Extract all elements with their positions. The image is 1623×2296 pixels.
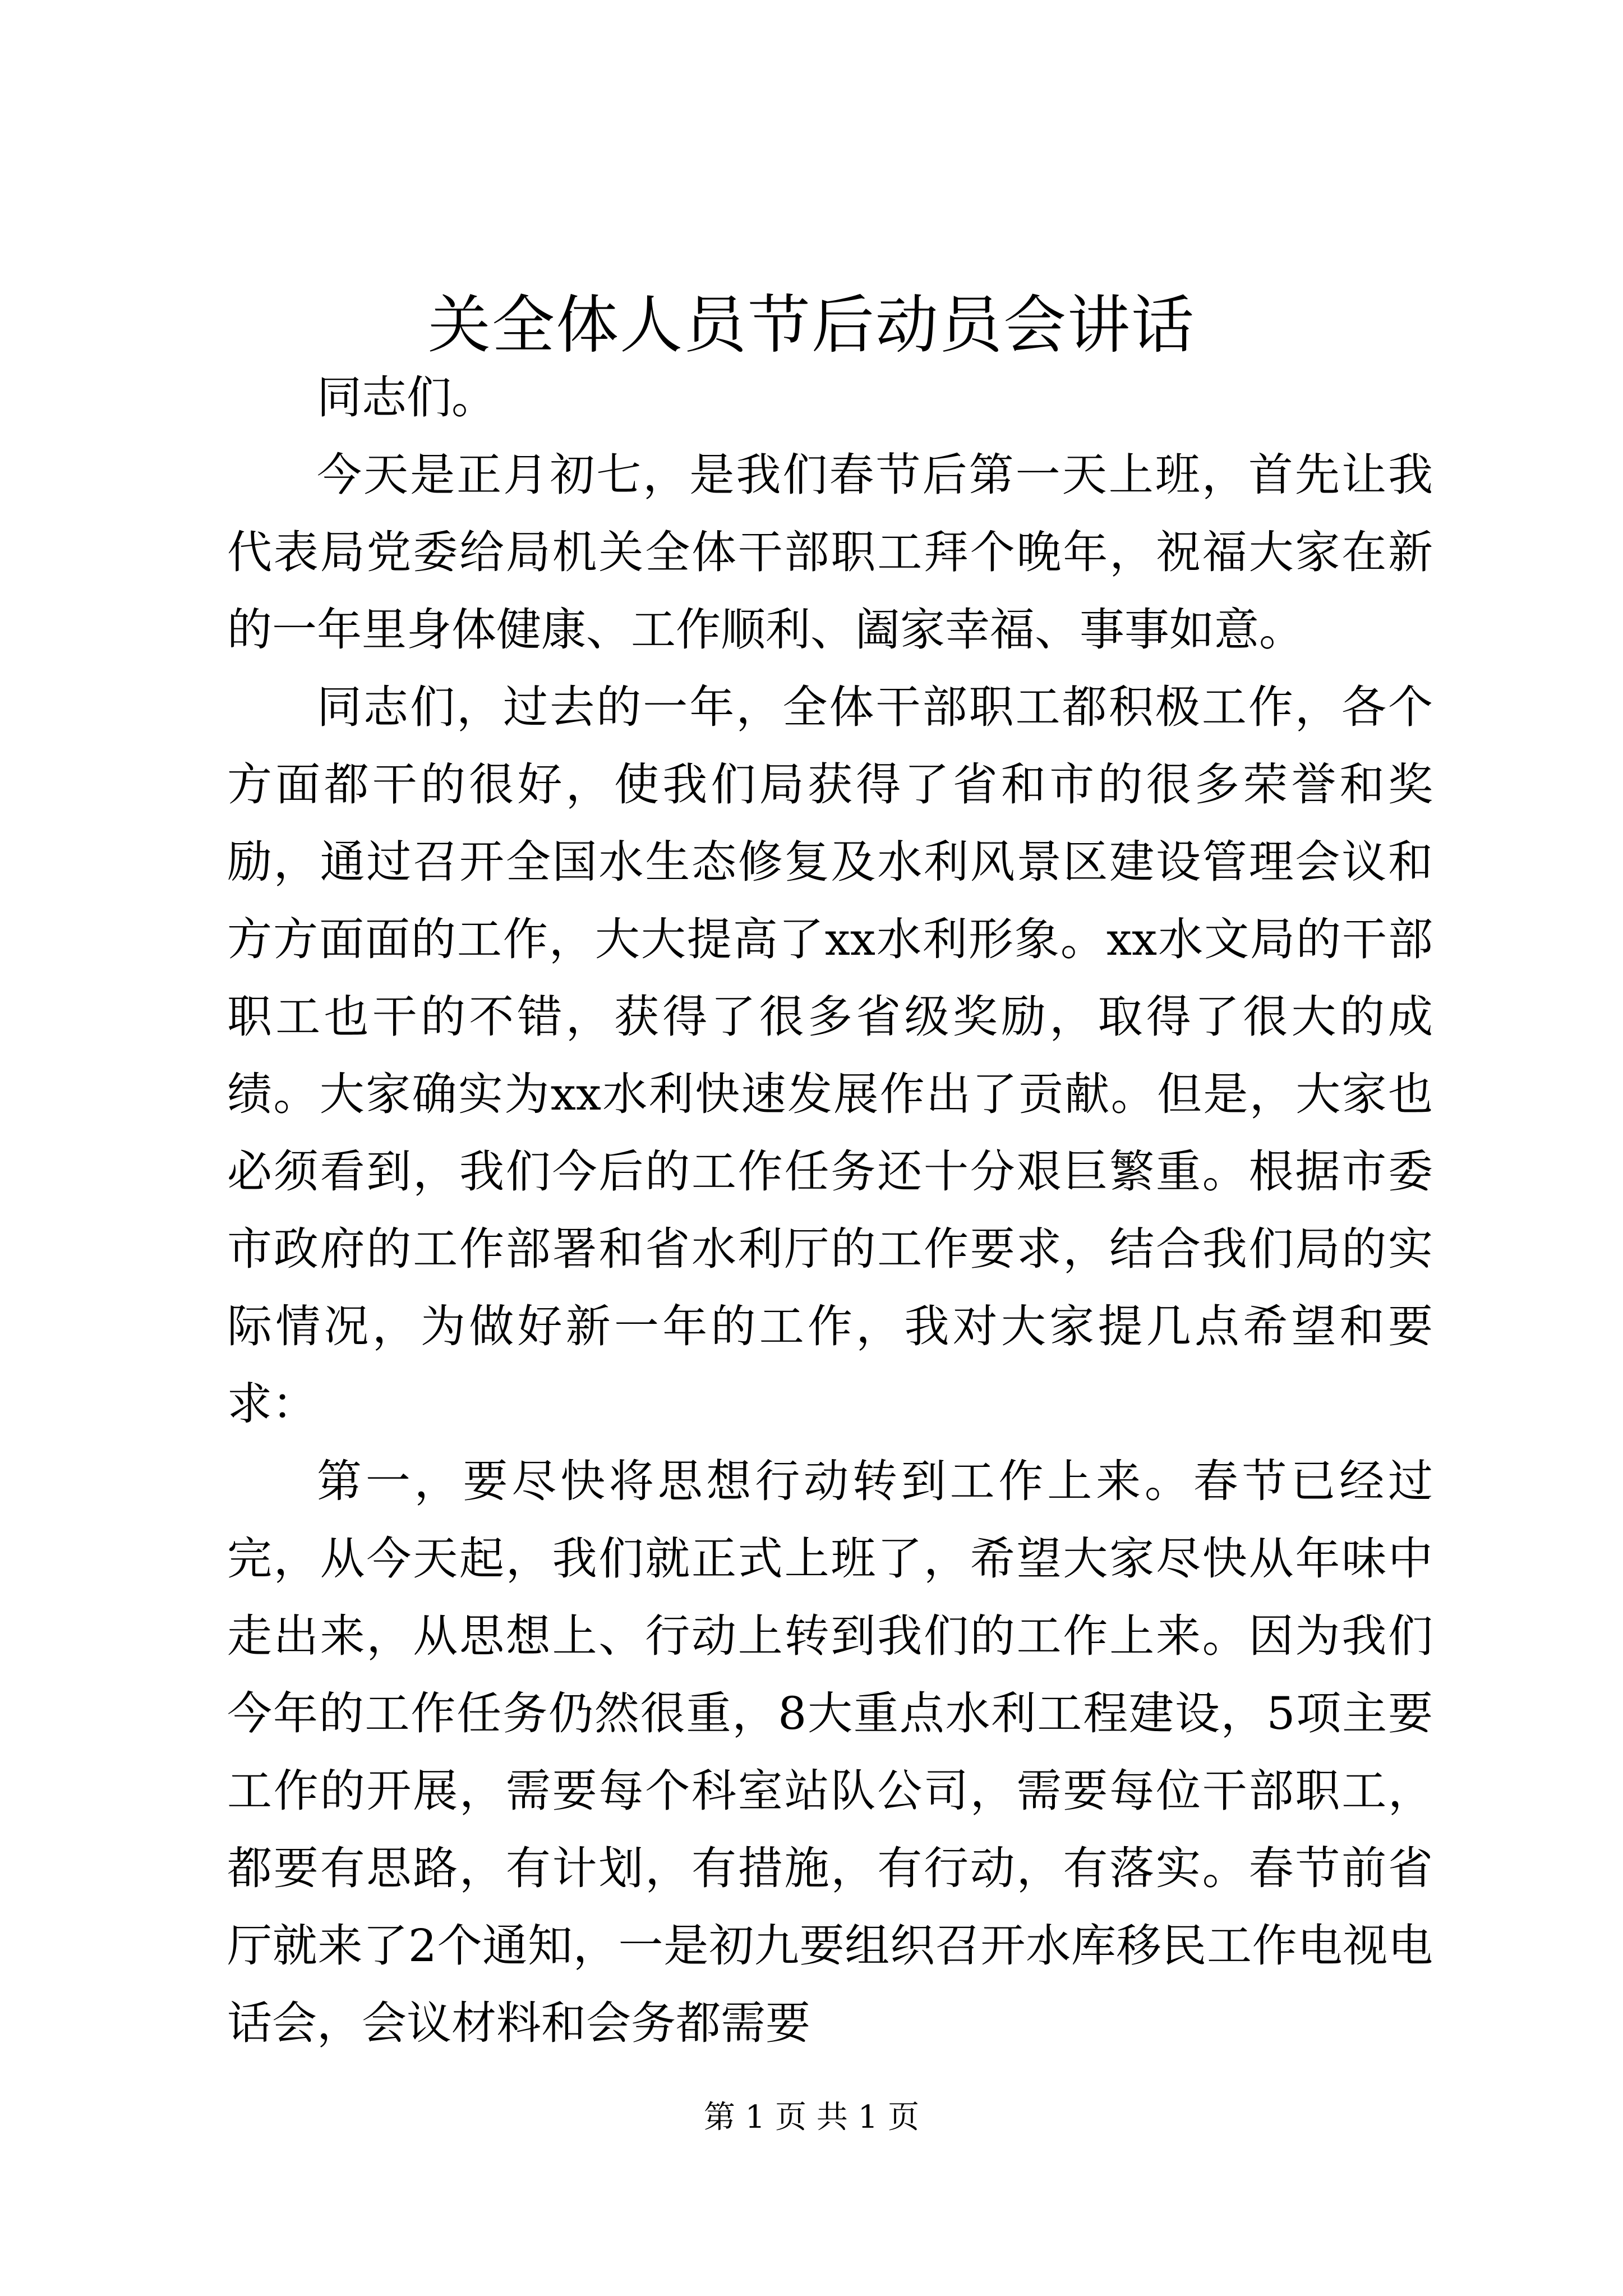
page-number-footer: 第 1 页 共 1 页 — [703, 2099, 920, 2136]
paragraph-past-year-review: 同志们，过去的一年，全体干部职工都积极工作，各个方面都干的很好，使我们局获得了省和市的很多荣誉和奖励，通过召开全国水生态修复及水利风景区建设管理会议和方方面面的工作，大大提高了xx水利形象。xx水文局的干部职工也干的不错，获得了很多省级奖励，取得了很大的成绩。大家确实为xx水利快速发展作出了贡献。但是，大家也必须看到，我们今后的工作任务还十分艰巨繁重。根据市委市政府的工作部署和省水利厅的工作要求，结合我们局的实际情况，为做好新一年的工作，我对大家提几点希望和要求： — [227, 681, 1433, 1430]
paragraph-new-year-wishes: 今天是正月初七，是我们春节后第一天上班，首先让我代表局党委给局机关全体干部职工拜个晚年，祝福大家在新的一年里身体健康、工作顺利、阖家幸福、事事如意。 — [227, 449, 1433, 656]
paragraph-greeting: 同志们。 — [317, 371, 496, 424]
paragraph-first-requirement: 第一，要尽快将思想行动转到工作上来。春节已经过完，从今天起，我们就正式上班了，希望大家尽快从年味中走出来，从思想上、行动上转到我们的工作上来。因为我们今年的工作任务仍然很重，8大重点水利工程建设，5项主要工作的开展，需要每个科室站队公司，需要每位干部职工，都要有思路，有计划，有措施，有行动，有落实。春节前省厅就来了2个通知，一是初九要组织召开水库移民工作电视电话会，会议材料和会务都需要 — [227, 1455, 1433, 2049]
document-body — [227, 359, 1433, 2062]
document-title: 关全体人员节后动员会讲话 — [428, 289, 1195, 362]
